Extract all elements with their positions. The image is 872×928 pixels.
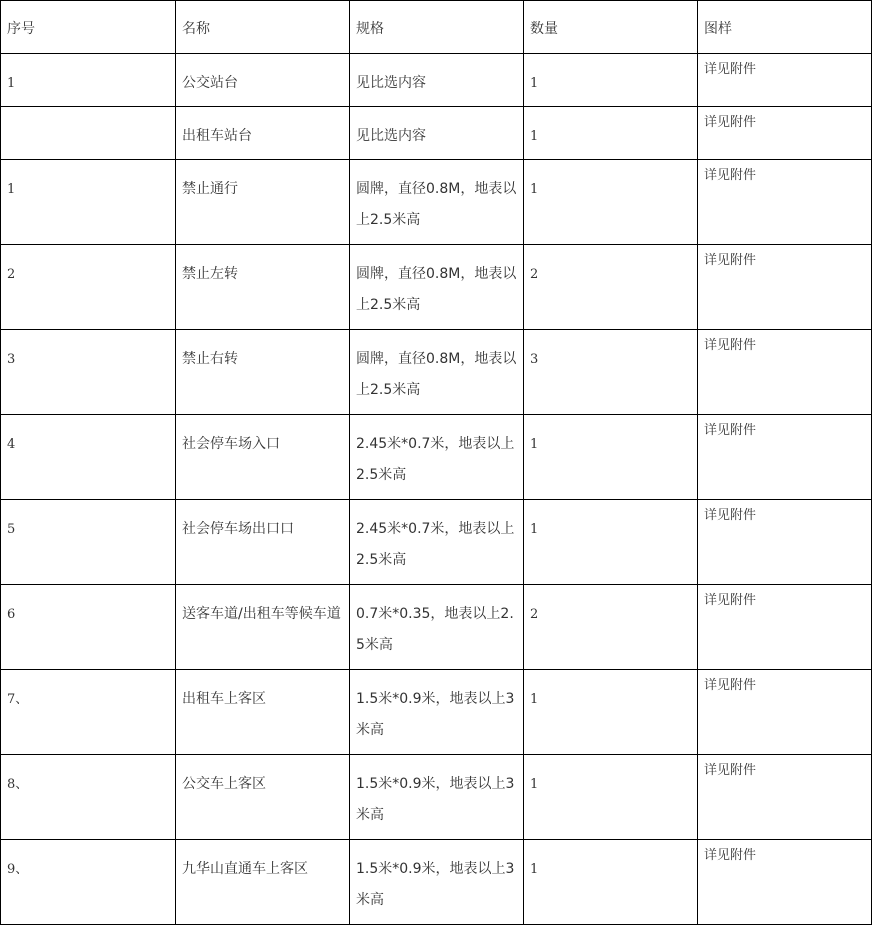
table-row bbox=[1, 245, 872, 330]
cell-name: 九华山直通车上客区 bbox=[176, 840, 350, 925]
cell-pic: 详见附件 bbox=[698, 107, 872, 160]
cell-qty: 2 bbox=[524, 245, 698, 330]
header-cell-name: 名称 bbox=[176, 1, 350, 54]
table-row bbox=[1, 585, 872, 670]
cell-name: 出租车上客区 bbox=[176, 670, 350, 755]
cell-qty: 3 bbox=[524, 330, 698, 415]
cell-qty: 1 bbox=[524, 160, 698, 245]
cell-name: 社会停车场出口口 bbox=[176, 500, 350, 585]
cell-spec: 见比选内容 bbox=[350, 54, 524, 107]
cell-pic: 详见附件 bbox=[698, 330, 872, 415]
table-row bbox=[1, 330, 872, 415]
cell-pic: 详见附件 bbox=[698, 500, 872, 585]
cell-qty: 1 bbox=[524, 415, 698, 500]
cell-pic: 详见附件 bbox=[698, 160, 872, 245]
table-row bbox=[1, 755, 872, 840]
cell-qty: 1 bbox=[524, 500, 698, 585]
table-row bbox=[1, 107, 872, 160]
cell-qty: 1 bbox=[524, 670, 698, 755]
table-row bbox=[1, 160, 872, 245]
cell-name: 公交车上客区 bbox=[176, 755, 350, 840]
cell-name: 出租车站台 bbox=[176, 107, 350, 160]
cell-spec: 圆牌，直径0.8M，地表以上2.5米高 bbox=[350, 245, 524, 330]
cell-pic: 详见附件 bbox=[698, 245, 872, 330]
table-row bbox=[1, 500, 872, 585]
cell-no: 5 bbox=[1, 500, 176, 585]
cell-no: 1 bbox=[1, 54, 176, 107]
cell-qty: 1 bbox=[524, 107, 698, 160]
cell-spec: 2.45米*0.7米，地表以上2.5米高 bbox=[350, 415, 524, 500]
cell-pic: 详见附件 bbox=[698, 840, 872, 925]
cell-no: 9、 bbox=[1, 840, 176, 925]
cell-qty: 1 bbox=[524, 54, 698, 107]
cell-spec: 1.5米*0.9米，地表以上3米高 bbox=[350, 840, 524, 925]
cell-spec: 2.45米*0.7米，地表以上2.5米高 bbox=[350, 500, 524, 585]
cell-pic: 详见附件 bbox=[698, 415, 872, 500]
cell-pic: 详见附件 bbox=[698, 54, 872, 107]
cell-pic: 详见附件 bbox=[698, 755, 872, 840]
table-header-row bbox=[1, 1, 872, 54]
cell-spec: 圆牌，直径0.8M，地表以上2.5米高 bbox=[350, 330, 524, 415]
cell-name: 禁止通行 bbox=[176, 160, 350, 245]
cell-name: 禁止左转 bbox=[176, 245, 350, 330]
cell-qty: 2 bbox=[524, 585, 698, 670]
cell-spec: 0.7米*0.35，地表以上2.5米高 bbox=[350, 585, 524, 670]
cell-name: 禁止右转 bbox=[176, 330, 350, 415]
cell-no: 6 bbox=[1, 585, 176, 670]
table-row bbox=[1, 54, 872, 107]
cell-no: 1 bbox=[1, 160, 176, 245]
header-cell-pic: 图样 bbox=[698, 1, 872, 54]
cell-name: 社会停车场入口 bbox=[176, 415, 350, 500]
cell-no: 7、 bbox=[1, 670, 176, 755]
cell-no bbox=[1, 107, 176, 160]
cell-spec: 1.5米*0.9米，地表以上3米高 bbox=[350, 755, 524, 840]
cell-no: 4 bbox=[1, 415, 176, 500]
cell-no: 2 bbox=[1, 245, 176, 330]
table-row bbox=[1, 670, 872, 755]
cell-pic: 详见附件 bbox=[698, 585, 872, 670]
header-cell-spec: 规格 bbox=[350, 1, 524, 54]
table-row bbox=[1, 415, 872, 500]
cell-spec: 圆牌，直径0.8M，地表以上2.5米高 bbox=[350, 160, 524, 245]
cell-spec: 见比选内容 bbox=[350, 107, 524, 160]
cell-no: 3 bbox=[1, 330, 176, 415]
cell-spec: 1.5米*0.9米，地表以上3米高 bbox=[350, 670, 524, 755]
header-cell-no: 序号 bbox=[1, 1, 176, 54]
cell-name: 公交站台 bbox=[176, 54, 350, 107]
cell-pic: 详见附件 bbox=[698, 670, 872, 755]
cell-no: 8、 bbox=[1, 755, 176, 840]
table-row bbox=[1, 840, 872, 925]
cell-name: 送客车道/出租车等候车道 bbox=[176, 585, 350, 670]
cell-qty: 1 bbox=[524, 755, 698, 840]
header-cell-qty: 数量 bbox=[524, 1, 698, 54]
cell-qty: 1 bbox=[524, 840, 698, 925]
